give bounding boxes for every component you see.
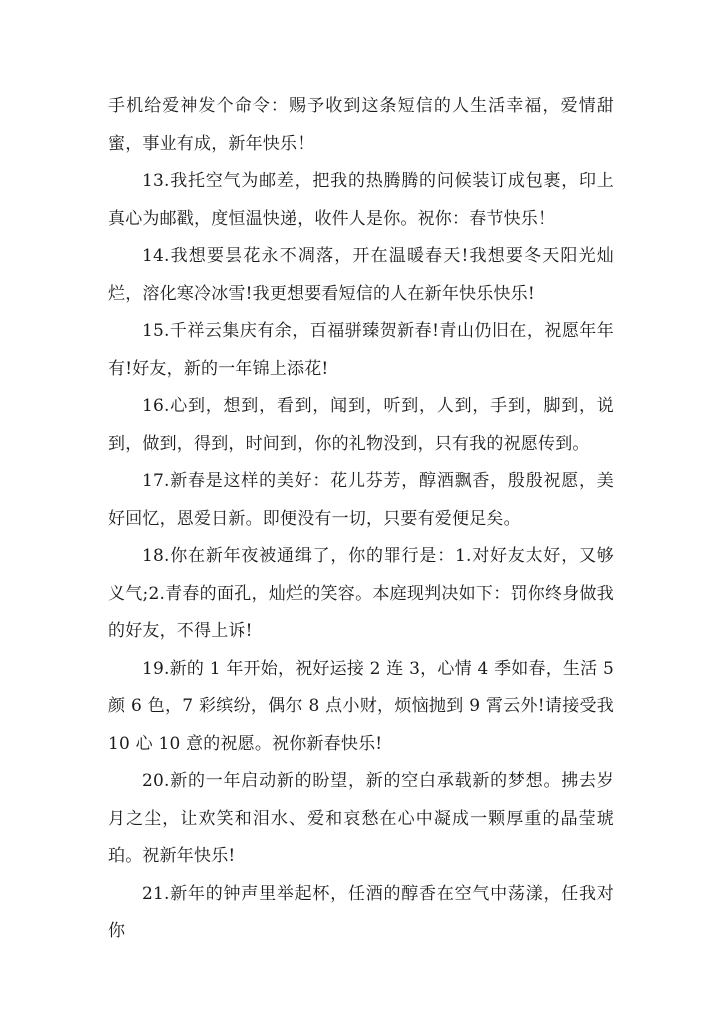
paragraph-item-21: 21.新年的钟声里举起杯，任酒的醇香在空气中荡漾，任我对你: [108, 883, 614, 941]
paragraph-item-16: 16.心到，想到，看到，闻到，听到，人到，手到，脚到，说到，做到，得到，时间到，你的礼物没到，只有我的祝愿传到。: [108, 396, 614, 454]
paragraph-item-15: 15.千祥云集庆有余，百福骈臻贺新春!青山仍旧在，祝愿年年有!好友，新的一年锦上添花!: [108, 321, 614, 379]
paragraph-item-19: 19.新的 1 年开始，祝好运接 2 连 3，心情 4 季如春，生活 5 颜 6 色，7 彩缤纷，偶尔 8 点小财，烦恼抛到 9 霄云外!请接受我 10 心 10 意的祝愿。祝你新春快乐!: [108, 658, 614, 754]
document-body: [108, 88, 614, 951]
paragraph-item-13: 13.我托空气为邮差，把我的热腾腾的问候装订成包裹，印上真心为邮戳，度恒温快递，收件人是你。祝你：春节快乐！: [108, 171, 614, 229]
paragraph-item-20: 20.新的一年启动新的盼望，新的空白承载新的梦想。拂去岁月之尘，让欢笑和泪水、爱和哀愁在心中凝成一颗厚重的晶莹琥珀。祝新年快乐!: [108, 771, 614, 866]
paragraph-item-17: 17.新春是这样的美好：花儿芬芳，醇酒飘香，殷殷祝愿，美好回忆，恩爱日新。即便没有一切，只要有爱便足矣。: [108, 471, 614, 529]
paragraph-item-18: 18.你在新年夜被通缉了，你的罪行是：1.对好友太好，又够义气;2.青春的面孔，灿烂的笑容。本庭现判决如下：罚你终身做我的好友，不得上诉!: [108, 546, 614, 641]
paragraph-continuation: 手机给爱神发个命令：赐予收到这条短信的人生活幸福，爱情甜蜜，事业有成，新年快乐！: [108, 96, 614, 154]
paragraph-item-14: 14.我想要昙花永不凋落，开在温暖春天!我想要冬天阳光灿烂，溶化寒冷冰雪!我更想要看短信的人在新年快乐快乐!: [108, 246, 614, 304]
